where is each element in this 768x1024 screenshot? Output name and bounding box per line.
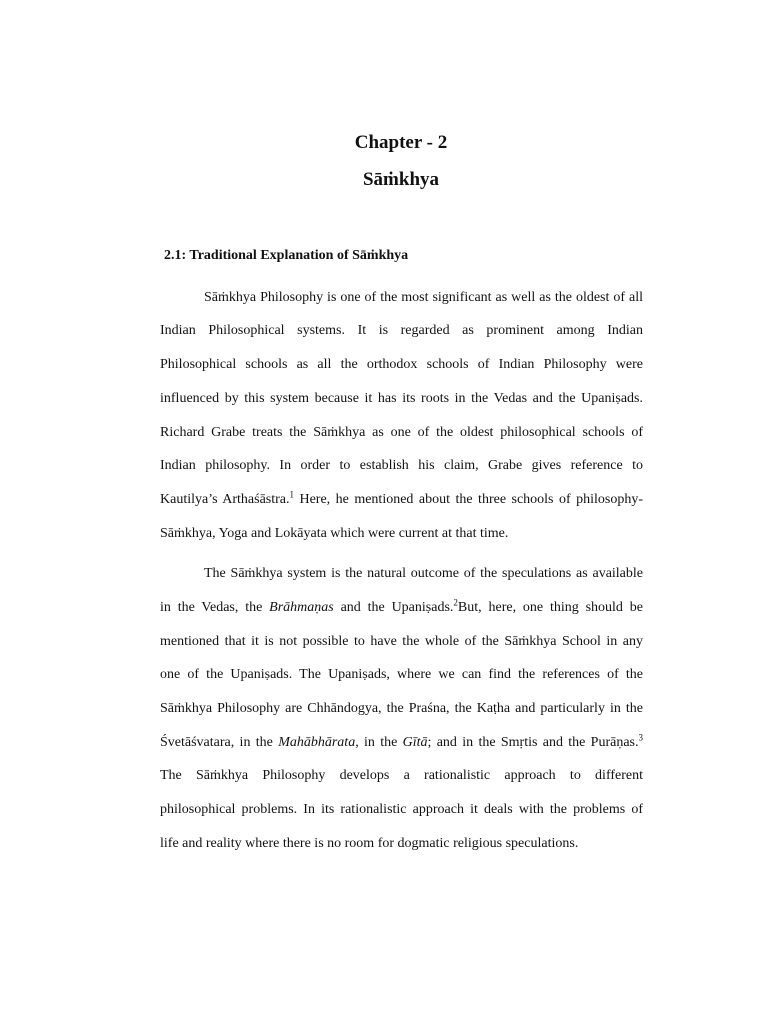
italic-term: Gītā — [402, 735, 428, 750]
line-text: Śvetāśvatara, in the — [160, 735, 279, 750]
line-text: ; and in the Smṛtis and the Purāṇas. — [427, 735, 639, 750]
paragraph-line — [160, 599, 643, 617]
paragraph-line: influenced by this system because it has its roots in the Vedas and the Upaniṣads. — [160, 391, 643, 406]
footnote-ref-1: 1 — [289, 489, 294, 500]
line-text: , in the — [355, 735, 403, 750]
paragraph-line: Richard Grabe treats the Sāṁkhya as one of the oldest philosophical schools of — [160, 425, 643, 440]
paragraph-line — [160, 734, 643, 752]
paragraph-line: one of the Upaniṣads. The Upaniṣads, where we can find the references of the — [160, 667, 643, 682]
paragraph-line: life and reality where there is no room for dogmatic religious speculations. — [160, 836, 579, 851]
paragraph-line: Indian philosophy. In order to establish his claim, Grabe gives reference to — [160, 458, 643, 473]
paragraph-line: mentioned that it is not possible to have the whole of the Sāṁkhya School in any — [160, 634, 643, 649]
chapter-number: Chapter - 2 — [354, 132, 448, 153]
paragraph-line: Indian Philosophical systems. It is regarded as prominent among Indian — [160, 323, 643, 338]
footnote-ref-2: 2 — [453, 597, 458, 608]
line-text: Here, he mentioned about the three schools of philosophy- — [294, 492, 643, 507]
line-text: in the Vedas, the — [160, 600, 270, 615]
paragraph-line: Sāṁkhya, Yoga and Lokāyata which were current at that time. — [160, 526, 509, 541]
paragraph-line: Sāṁkhya Philosophy are Chhāndogya, the Praśna, the Kaṭha and particularly in the — [160, 701, 643, 716]
paragraph-line: The Sāṁkhya system is the natural outcome of the speculations as available — [204, 566, 643, 581]
line-text: Kautilya’s Arthaśāstra. — [160, 492, 290, 507]
paragraph-line: philosophical problems. In its rationalistic approach it deals with the problems of — [160, 802, 643, 817]
paragraph-line — [160, 491, 643, 509]
paragraph-line: Philosophical schools as all the orthodox schools of Indian Philosophy were — [160, 357, 643, 372]
line-text: and the Upaniṣads. — [333, 600, 454, 615]
paragraph-line: Sāṁkhya Philosophy is one of the most significant as well as the oldest of all — [204, 290, 643, 305]
section-heading: 2.1: Traditional Explanation of Sāṁkhya — [164, 248, 409, 263]
paragraph-line: The Sāṁkhya Philosophy develops a rationalistic approach to different — [160, 768, 643, 783]
chapter-title: Sāṁkhya — [362, 169, 440, 190]
italic-term: Mahābhārata — [278, 735, 356, 750]
line-text: But, here, one thing should be — [457, 600, 643, 615]
footnote-ref-3: 3 — [638, 732, 643, 743]
italic-term: Brāhmaṇas — [269, 600, 334, 615]
